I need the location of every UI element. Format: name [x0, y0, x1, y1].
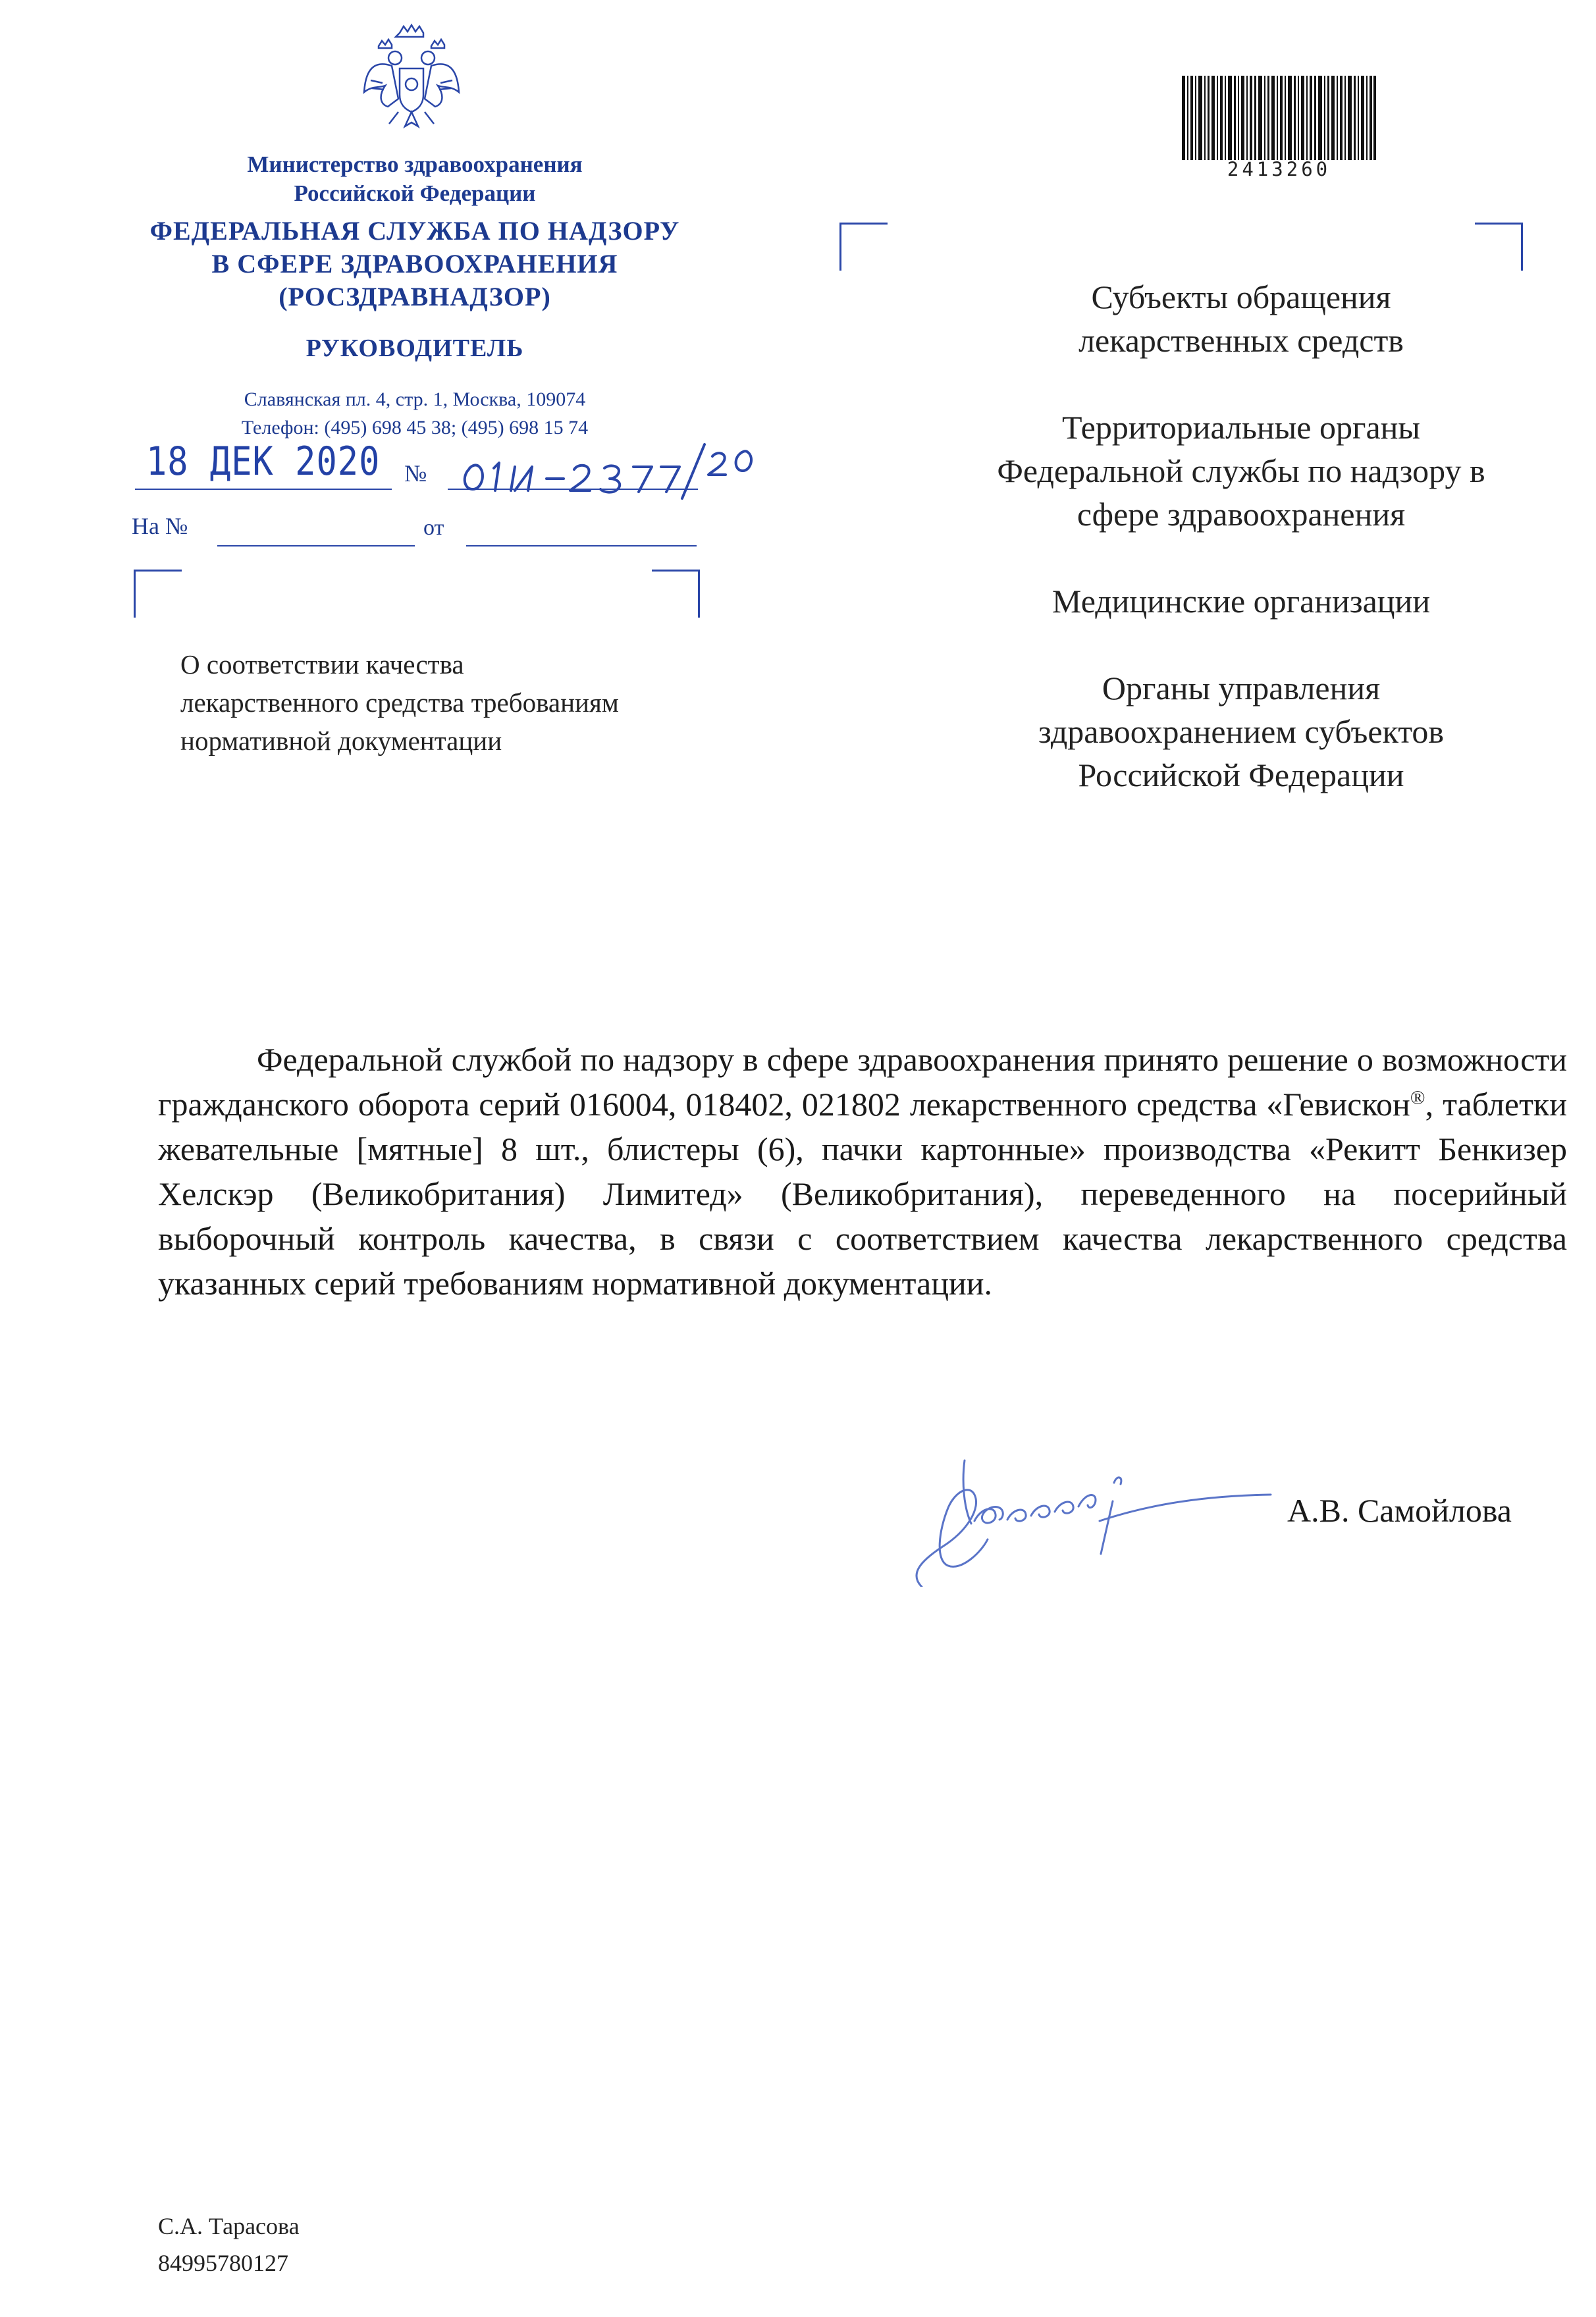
- executor-block: [158, 2208, 300, 2281]
- subject-line-1: О соответствии качества: [180, 649, 464, 679]
- reference-number-line: [217, 545, 415, 546]
- service-line-3: (РОСЗДРАВНАДЗОР): [279, 282, 551, 311]
- addressee-3: [922, 579, 1560, 623]
- addressee-3-line-1: Медицинские организации: [1051, 583, 1431, 620]
- executor-name: С.А. Тарасова: [158, 2213, 300, 2239]
- org-phone: Телефон: (495) 698 45 38; (495) 698 15 74: [241, 417, 589, 439]
- addressee-list: [922, 275, 1560, 797]
- addressee-4-line-2: здравоохранением субъектов: [1038, 713, 1445, 750]
- subject-bracket-right: [652, 570, 700, 618]
- addressee-2-line-1: Территориальные органы: [1061, 409, 1421, 446]
- addressee-2-line-2: Федеральной службы по надзору в: [997, 452, 1485, 489]
- body-text-part-1: Федеральной службой по надзору в сфере здравоохранения принято решение о возможности гражданского оборота серий 016004, 018402, 021802 лекарственного средства «Гевискон: [158, 1041, 1567, 1123]
- coat-of-arms-emblem: [359, 20, 464, 142]
- addressee-4-line-3: Российской Федерации: [1078, 757, 1404, 793]
- addressee-1: [922, 275, 1560, 362]
- service-line-2: В СФЕРЕ ЗДРАВООХРАНЕНИЯ: [211, 249, 618, 279]
- barcode-number: 2413260: [1227, 158, 1331, 180]
- service-name: [99, 215, 731, 313]
- org-address: Славянская пл. 4, стр. 1, Москва, 109074: [244, 388, 586, 410]
- addressee-1-line-1: Субъекты обращения: [1091, 279, 1391, 315]
- service-line-1: ФЕДЕРАЛЬНАЯ СЛУЖБА ПО НАДЗОРУ: [149, 216, 680, 246]
- body-paragraph: [158, 1037, 1567, 1306]
- addressee-bracket-left: [839, 223, 888, 271]
- addressee-2: [922, 406, 1560, 536]
- ministry-name: [119, 150, 711, 208]
- executor-phone: 84995780127: [158, 2250, 288, 2276]
- ministry-line-2: Российской Федерации: [294, 180, 536, 206]
- registration-number-handwritten: [454, 438, 797, 500]
- handwritten-signature: [902, 1409, 1297, 1587]
- registered-mark: ®: [1410, 1086, 1425, 1109]
- reference-from-line: [466, 545, 697, 546]
- addressee-4-line-1: Органы управления: [1102, 670, 1381, 706]
- addressee-2-line-3: сфере здравоохранения: [1077, 496, 1406, 533]
- addressee-bracket-right: [1475, 223, 1523, 271]
- registration-date-line: [135, 489, 392, 490]
- subject-line-2: лекарственного средства требованиям: [180, 687, 619, 718]
- subject-bracket-left: [134, 570, 182, 618]
- head-title: РУКОВОДИТЕЛЬ: [306, 334, 524, 362]
- body-text-part-2: , таблетки жевательные [мятные] 8 шт., блистеры (6), пачки картонные» производства «Рекитт Бенкизер Хелскэр (Великобритания) Лимитед» (Великобритания), переведенного на посерийный выборочный контроль качества, в связи с соответствием качества лекарственного средства указанных серий требованиям нормативной документации.: [158, 1086, 1567, 1302]
- reference-number-label: На №: [132, 513, 188, 539]
- registration-date-stamp: 18 ДЕК 2020: [146, 439, 381, 485]
- reference-from-label: от: [423, 516, 444, 540]
- signer-name: А.В. Самойлова: [1287, 1492, 1512, 1529]
- org-address-block: [99, 385, 731, 442]
- barcode-image: [1182, 76, 1376, 160]
- addressee-1-line-2: лекарственных средств: [1078, 322, 1404, 359]
- addressee-4: [922, 666, 1560, 797]
- registration-number-label: №: [404, 460, 427, 487]
- letter-subject: [180, 645, 773, 760]
- letter-body: [158, 1037, 1567, 1306]
- subject-line-3: нормативной документации: [180, 726, 502, 756]
- ministry-line-1: Министерство здравоохранения: [247, 151, 583, 177]
